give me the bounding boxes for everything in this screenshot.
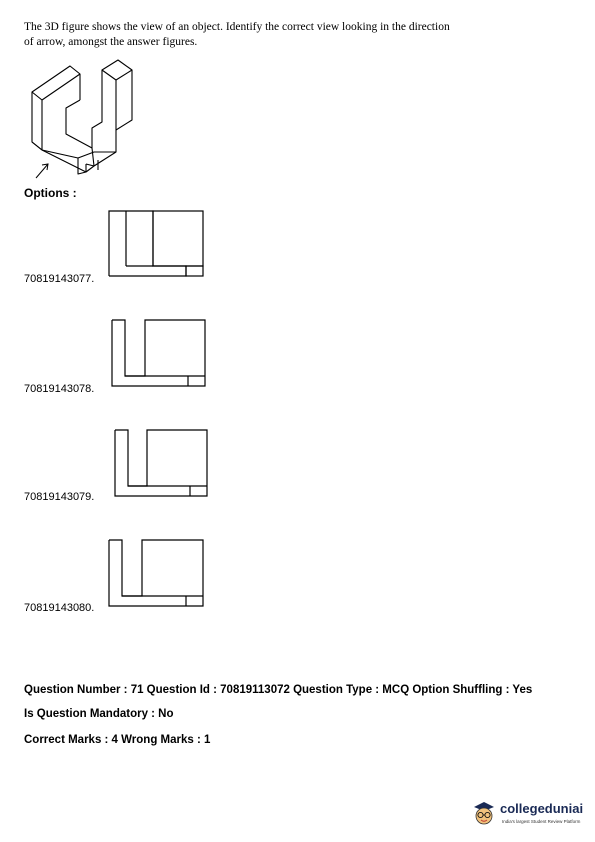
direction-arrow-icon bbox=[36, 164, 48, 178]
option-id-3: 70819143079. bbox=[24, 491, 95, 503]
question-meta-line-2: Is Question Mandatory : No bbox=[24, 708, 174, 720]
question-meta-line-1: Question Number : 71 Question Id : 70819113072 Question Type : MCQ Option Shuffling : Yes bbox=[24, 684, 533, 696]
question-meta-line-3: Correct Marks : 4 Wrong Marks : 1 bbox=[24, 734, 211, 746]
option-figure-3[interactable] bbox=[110, 428, 210, 500]
option-figure-2[interactable] bbox=[110, 318, 210, 390]
question-line-1: The 3D figure shows the view of an object. Identify the correct view looking in the direction bbox=[24, 21, 450, 33]
option-id-2: 70819143078. bbox=[24, 383, 95, 395]
object-3d-figure bbox=[22, 52, 152, 182]
options-label: Options : bbox=[24, 186, 77, 200]
brand-tagline: India's largest Student Review Platform bbox=[502, 819, 581, 824]
option-id-4: 70819143080. bbox=[24, 602, 95, 614]
brand-name: collegeduniai bbox=[500, 801, 584, 816]
question-line-2: of arrow, amongst the answer figures. bbox=[24, 36, 198, 48]
question-text bbox=[24, 20, 484, 50]
option-figure-4[interactable] bbox=[106, 538, 206, 610]
brand-logo bbox=[470, 798, 590, 834]
mascot-icon bbox=[470, 798, 498, 828]
option-figure-1[interactable] bbox=[106, 208, 206, 280]
option-id-1: 70819143077. bbox=[24, 273, 95, 285]
